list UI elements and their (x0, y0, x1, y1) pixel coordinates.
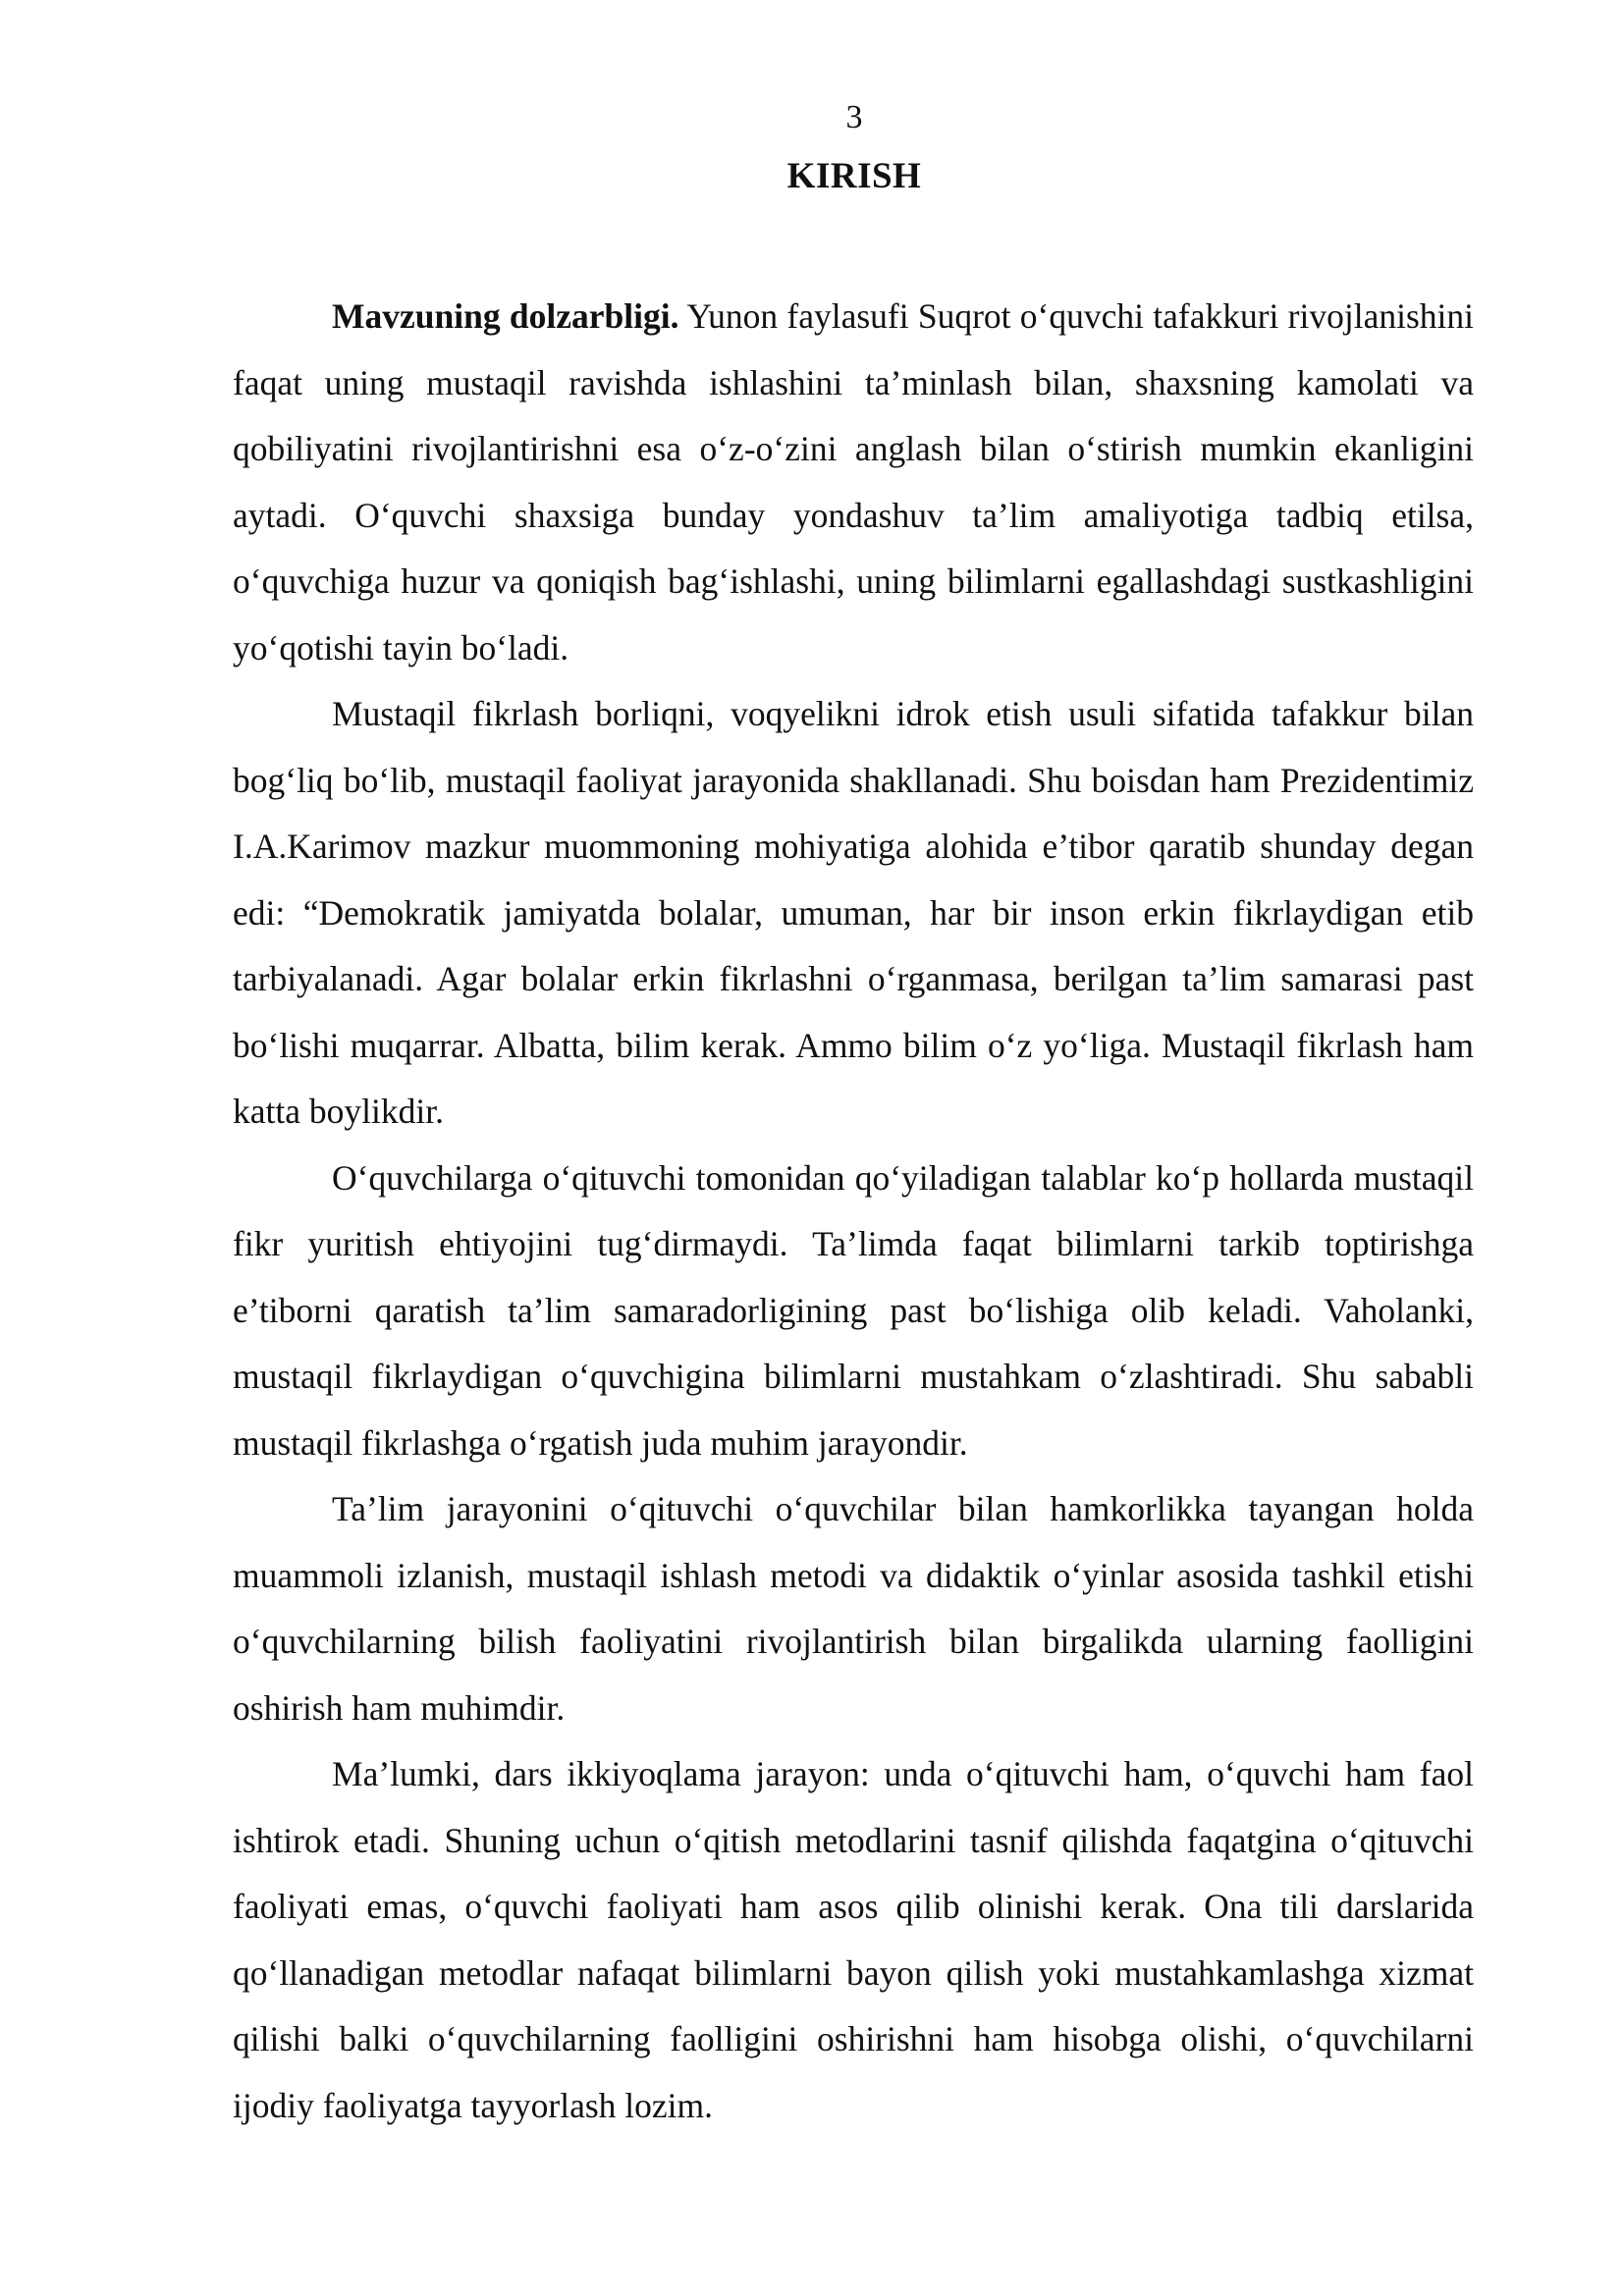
paragraph: Ma’lumki, dars ikkiyoqlama jarayon: unda o‘qituvchi ham, o‘quvchi ham faol ishtirok etadi. Shuning uchun o‘qitish metodlarini tasnif qilishda faqatgina o‘qituvchi faoliyati emas, o‘quvchi faoliyati ham asos qilib olinishi kerak. Ona tili darslarida qo‘llanadigan metodlar nafaqat bilimlarni bayon qilish yoki mustahkamlashga xizmat qilishi balki o‘quvchilarning faolligini oshirishni ham hisobga olishi, o‘quvchilarni ijodiy faoliyatga tayyorlash lozim. (233, 1754, 1474, 2125)
paragraph-text: Yunon faylasufi Suqrot o‘quvchi tafakkuri rivojlanishini faqat uning mustaqil ravishda ishlashini ta’minlash bilan, shaxsning kamolati va qobiliyatini rivojlantirishni esa o‘z-o‘zini anglash bilan o‘stirish mumkin ekanligini aytadi. O‘quvchi shaxsiga bunday yondashuv ta’lim amaliyotiga tadbiq etilsa, o‘quvchiga huzur va qoniqish bag‘ishlashi, uning bilimlarni egallashdagi sustkashligini yo‘qotishi tayin bo‘ladi. (233, 296, 1474, 667)
section-heading: KIRISH (786, 156, 922, 196)
body-text (233, 284, 1474, 2139)
paragraph-lead: Mavzuning dolzarbligi. (332, 296, 679, 336)
paragraph: Ta’lim jarayonini o‘qituvchi o‘quvchilar bilan hamkorlikka tayangan holda muammoli izlanish, mustaqil ishlash metodi va didaktik o‘yinlar asosida tashkil etishi o‘quvchilarning bilish faoliyatini rivojlantirish bilan birgalikda ularning faolligini oshirish ham muhimdir. (233, 1489, 1474, 1728)
paragraph: O‘quvchilarga o‘qituvchi tomonidan qo‘yiladigan talablar ko‘p hollarda mustaqil fikr yuritish ehtiyojini tug‘dirmaydi. Ta’limda faqat bilimlarni tarkib toptirishga e’tiborni qaratish ta’lim samaradorligining past bo‘lishiga olib keladi. Vaholanki, mustaqil fikrlaydigan o‘quvchigina bilimlarni mustahkam o‘zlashtiradi. Shu sababli mustaqil fikrlashga o‘rgatish juda muhim jarayondir. (233, 1157, 1474, 1463)
paragraph-relevance (233, 284, 1474, 681)
paragraph: Mustaqil fikrlash borliqni, voqyelikni idrok etish usuli sifatida tafakkur bilan bog‘liq bo‘lib, mustaqil faoliyat jarayonida shakllanadi. Shu boisdan ham Prezidentimiz I.A.Karimov mazkur muommoning mohiyatiga alohida e’tibor qaratib shunday degan edi: “Demokratik jamiyatda bolalar, umuman, har bir inson erkin fikrlaydigan etib tarbiyalanadi. Agar bolalar erkin fikrlashni o‘rganmasa, berilgan ta’lim samarasi past bo‘lishi muqarrar. Albatta, bilim kerak. Ammo bilim o‘z yo‘liga. Mustaqil fikrlash ham katta boylikdir. (233, 694, 1474, 1131)
page-number: 3 (845, 99, 863, 135)
